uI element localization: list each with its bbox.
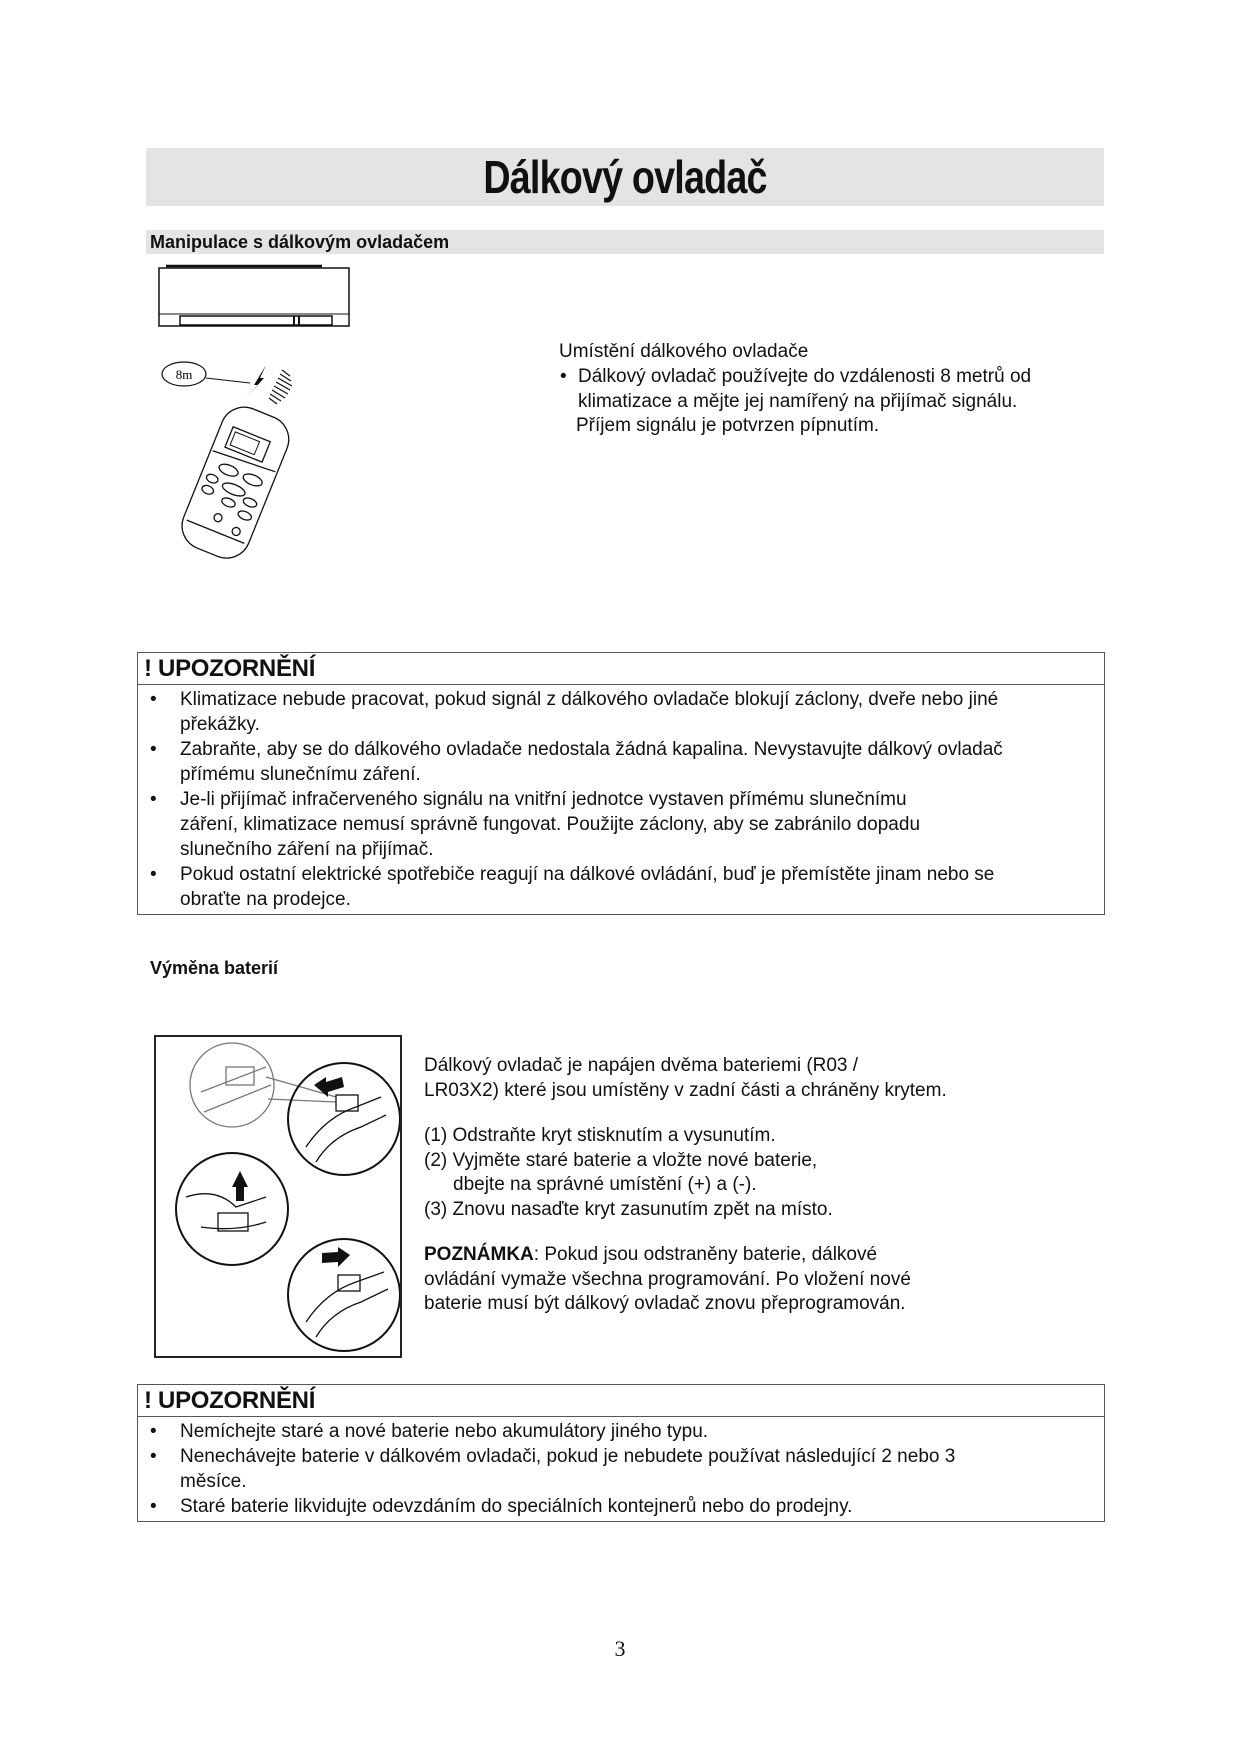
caution-heading: ! UPOZORNĚNÍ — [138, 1385, 1104, 1417]
note-label: POZNÁMKA — [424, 1244, 534, 1265]
placement-line: Příjem signálu je potvrzen pípnutím. — [576, 415, 880, 436]
battery-illustration-frame — [154, 1035, 402, 1358]
bullet: • — [150, 1446, 157, 1467]
caution-line: slunečního záření na přijímač. — [180, 839, 434, 860]
bullet: • — [560, 366, 567, 387]
arrow-up-icon — [232, 1171, 248, 1201]
note-text: : Pokud jsou odstraněny baterie, dálkové — [533, 1244, 878, 1265]
note-text: ovládání vymaže všechna programování. Po vložení nové — [424, 1268, 911, 1290]
svg-text:8m: 8m — [175, 367, 193, 382]
battery-step: (2) Vyjměte staré baterie a vložte nové baterie, — [424, 1149, 818, 1171]
battery-step: (3) Znovu nasaďte kryt zasunutím zpět na místo. — [424, 1198, 833, 1220]
bullet: • — [150, 1421, 157, 1442]
caution-item — [138, 862, 1094, 912]
caution-item — [138, 737, 1094, 787]
caution-line: Nemíchejte staré a nové baterie nebo akumulátory jiného typu. — [180, 1421, 709, 1442]
page-title: Dálkový ovladač — [483, 151, 767, 203]
caution-list — [138, 685, 1104, 914]
placement-title: Umístění dálkového ovladače — [559, 341, 809, 362]
caution-line: Je-li přijímač infračerveného signálu na vnitřní jednotce vystaven přímému slunečnímu — [180, 789, 907, 810]
arrow-right-icon — [322, 1247, 350, 1267]
remote-control-icon — [175, 400, 296, 565]
note-text: baterie musí být dálkový ovladač znovu přeprogramován. — [424, 1293, 906, 1314]
battery-step: (1) Odstraňte kryt stisknutím a vysunutím. — [424, 1125, 776, 1146]
section-heading-batteries: Výměna baterií — [150, 958, 279, 978]
page-number: 3 — [614, 1636, 626, 1661]
step-2-circle — [176, 1153, 288, 1265]
caution-line: záření, klimatizace nemusí správně fungovat. Použijte záclony, aby se zabránilo dopadu — [180, 814, 921, 835]
placement-line: Dálkový ovladač používejte do vzdálenosti 8 metrů od — [578, 366, 1032, 387]
caution-line: měsíce. — [180, 1471, 247, 1492]
caution-box-remote — [137, 652, 1105, 915]
battery-steps — [424, 1124, 833, 1222]
battery-intro — [424, 1054, 947, 1103]
remote-placement-illustration — [150, 258, 400, 578]
caution-item — [138, 1494, 1094, 1519]
bullet: • — [150, 1496, 157, 1517]
bullet: • — [150, 739, 157, 760]
caution-line: překážky. — [180, 714, 260, 735]
arrow-left-icon — [314, 1077, 344, 1097]
double-arrow-icon — [246, 365, 266, 398]
placement-bullet — [560, 365, 1031, 439]
caution-item — [138, 1444, 1094, 1494]
caution-line: Pokud ostatní elektrické spotřebiče reagují na dálkové ovládání, buď je přemístěte jinam nebo se — [180, 864, 995, 885]
battery-note — [424, 1243, 911, 1317]
caution-line: Staré baterie likvidujte odevzdáním do speciálních kontejnerů nebo do prodejny. — [180, 1496, 853, 1517]
caution-line: Klimatizace nebude pracovat, pokud signál z dálkového ovladače blokují záclony, dveře nebo jiné — [180, 689, 999, 710]
bullet: • — [150, 789, 157, 810]
section-heading-handling: Manipulace s dálkovým ovladačem — [150, 232, 450, 252]
step-1-circle — [288, 1063, 400, 1175]
signal-waves-icon — [269, 370, 292, 404]
indoor-unit-icon — [159, 266, 349, 326]
bullet: • — [150, 689, 157, 710]
placement-line: klimatizace a mějte jej namířený na přijímač signálu. — [578, 390, 1018, 412]
caution-box-batteries — [137, 1384, 1105, 1522]
distance-label — [162, 362, 250, 386]
caution-line: Zabraňte, aby se do dálkového ovladače nedostala žádná kapalina. Nevystavujte dálkový ovladač — [180, 739, 1003, 760]
bullet: • — [150, 864, 157, 885]
caution-item — [138, 687, 1094, 737]
caution-line: Nenechávejte baterie v dálkovém ovladači, pokud je nebudete používat následující 2 nebo 3 — [180, 1446, 956, 1467]
caution-line: obraťte na prodejce. — [180, 889, 351, 910]
caution-heading: ! UPOZORNĚNÍ — [138, 653, 1104, 685]
caution-item — [138, 1419, 1094, 1444]
battery-replacement-illustration — [156, 1037, 400, 1356]
battery-step-continued: dbejte na správné umístění (+) a (-). — [453, 1174, 757, 1195]
caution-list — [138, 1417, 1104, 1521]
battery-intro-line: Dálkový ovladač je napájen dvěma bateriemi (R03 / — [424, 1055, 859, 1076]
caution-item — [138, 787, 1094, 862]
caution-line: přímému slunečnímu záření. — [180, 764, 421, 785]
battery-intro-line: LR03X2) které jsou umístěny v zadní části a chráněny krytem. — [424, 1079, 947, 1101]
